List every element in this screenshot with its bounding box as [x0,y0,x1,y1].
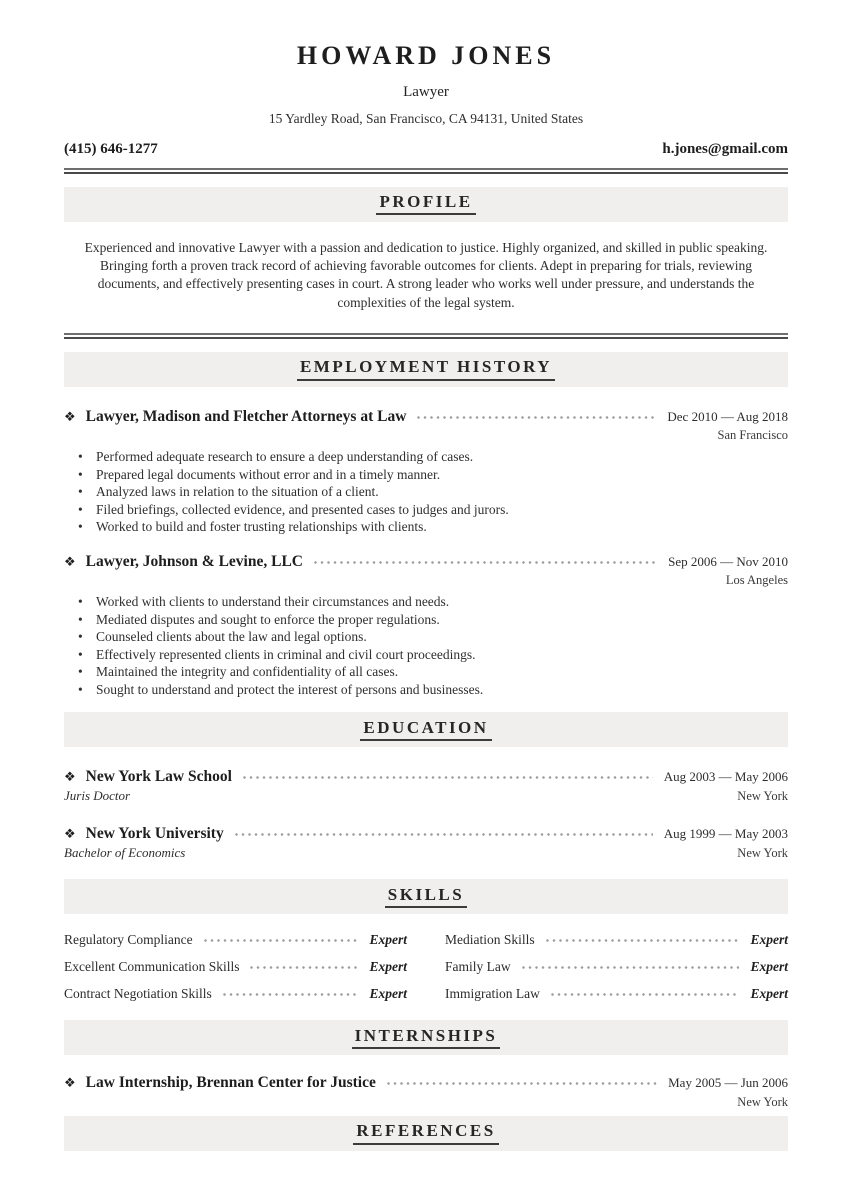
school-entry [64,824,788,861]
skill-level: Expert [369,959,407,975]
internship-title-row [64,1073,788,1093]
school-name: New York University [85,825,224,843]
skill-level: Expert [750,986,788,1002]
skill-name: Immigration Law [445,986,540,1002]
bullet-item [78,518,788,536]
bullet-item [78,501,788,519]
bullet-icon: • [78,519,83,535]
section-header-profile [64,187,788,222]
skills-grid [64,931,788,1003]
job-dates: Dec 2010 — Aug 2018 [667,409,788,425]
dotted-leader [204,939,359,942]
bullet-text: Mediated disputes and sought to enforce the proper regulations. [96,611,440,627]
section-header-employment [64,352,788,387]
bullet-icon: • [78,664,83,680]
internship-title: Law Internship, Brennan Center for Justice [85,1074,376,1092]
school-dates: Aug 2003 — May 2006 [663,769,788,785]
dotted-leader [235,833,653,836]
section-title: EMPLOYMENT HISTORY [297,358,555,381]
job-sub-row [64,427,788,443]
dotted-leader [522,966,740,969]
dotted-leader [546,939,740,942]
skill-name: Regulatory Compliance [64,932,193,948]
bullet-item [78,681,788,699]
bullet-text: Prepared legal documents without error and in a timely manner. [96,466,441,482]
job-dates: Sep 2006 — Nov 2010 [668,553,788,569]
dotted-leader [387,1082,657,1085]
email-address: h.jones@gmail.com [662,140,788,157]
bullet-text: Effectively represented clients in criminal and civil court proceedings. [96,646,476,662]
section-header-education [64,712,788,747]
entry-marker-icon: ❖ [64,553,76,569]
bullet-item [78,628,788,646]
bullet-text: Analyzed laws in relation to the situation of a client. [96,484,379,500]
section-header-references [64,1116,788,1151]
bullet-item [78,483,788,501]
school-name: New York Law School [85,768,232,786]
entry-marker-icon: ❖ [64,1075,76,1091]
dotted-leader [417,416,656,419]
school-dates: Aug 1999 — May 2003 [663,826,788,842]
bullet-icon: • [78,611,83,627]
dotted-leader [314,561,657,564]
job-sub-row [64,572,788,588]
bullet-text: Worked to build and foster trusting relationships with clients. [96,519,427,535]
dotted-leader [223,993,359,996]
bullet-text: Counseled clients about the law and legal options. [96,629,367,645]
section-header-internships [64,1020,788,1055]
bullet-list [64,448,788,536]
skill-name: Family Law [445,959,511,975]
job-title: Lawyer, Johnson & Levine, LLC [85,552,303,570]
dotted-leader [551,993,740,996]
school-title-row [64,824,788,844]
section-title: INTERNSHIPS [352,1027,501,1050]
section-title: PROFILE [376,193,475,216]
school-sub-row [64,788,788,805]
job-title: Lawyer, Madison and Fletcher Attorneys at Law [85,408,407,426]
bullet-icon: • [78,484,83,500]
candidate-role: Lawyer [403,83,449,100]
bullet-item [78,611,788,629]
bullet-icon: • [78,466,83,482]
bullet-text: Filed briefings, collected evidence, and presented cases to judges and jurors. [96,501,509,517]
bullet-icon: • [78,449,83,465]
internship-entry [64,1073,788,1109]
skill-level: Expert [750,959,788,975]
degree: Bachelor of Economics [64,844,186,860]
double-divider [64,333,788,339]
section-title: REFERENCES [353,1122,498,1145]
bullet-item [78,593,788,611]
skill-row [64,985,407,1003]
bullet-text: Performed adequate research to ensure a deep understanding of cases. [96,449,474,465]
bullet-text: Worked with clients to understand their circumstances and needs. [96,594,450,610]
bullet-icon: • [78,629,83,645]
skill-level: Expert [750,932,788,948]
double-divider [64,168,788,174]
school-entry [64,767,788,804]
skill-level: Expert [369,986,407,1002]
phone-number: (415) 646-1277 [64,140,158,157]
dotted-leader [250,966,358,969]
bullet-icon: • [78,501,83,517]
resume-header [64,42,788,174]
profile-summary: Experienced and innovative Lawyer with a passion and dedication to justice. Highly organized, and skilled in public speaking. Bringing forth a proven track record of achieving favorable outcomes for clients. Adept in preparing for trials, reviewing documents, and effectively presenting cases in court. A strong leader who works well under pressure, and understands the complexities of the legal system. [84,239,768,310]
school-location: New York [737,845,788,860]
job-title-row [64,552,788,572]
skill-row [445,958,788,976]
school-title-row [64,767,788,787]
internship-sub-row [64,1094,788,1110]
section-header-skills [64,879,788,914]
skill-row [64,931,407,949]
bullet-item [78,466,788,484]
skill-level: Expert [369,932,407,948]
bullet-list [64,593,788,698]
skill-row [64,958,407,976]
bullet-item [78,448,788,466]
bullet-text: Maintained the integrity and confidentiality of all cases. [96,664,399,680]
skill-name: Mediation Skills [445,932,535,948]
skill-name: Contract Negotiation Skills [64,986,212,1002]
candidate-address: 15 Yardley Road, San Francisco, CA 94131, United States [268,111,584,127]
job-location: San Francisco [717,428,788,443]
contact-row [64,140,788,159]
entry-marker-icon: ❖ [64,826,76,842]
school-sub-row [64,845,788,862]
candidate-name: HOWARD JONES [296,41,556,70]
job-entry [64,552,788,698]
school-location: New York [737,788,788,803]
section-title: EDUCATION [360,719,491,742]
skill-row [445,985,788,1003]
dotted-leader [243,776,653,779]
bullet-item [78,663,788,681]
section-title: SKILLS [385,886,467,909]
internship-location: New York [737,1094,788,1109]
entry-marker-icon: ❖ [64,769,76,785]
bullet-icon: • [78,646,83,662]
bullet-icon: • [78,681,83,697]
bullet-text: Sought to understand and protect the interest of persons and businesses. [96,681,484,697]
degree: Juris Doctor [64,787,131,803]
skill-name: Excellent Communication Skills [64,959,240,975]
internship-dates: May 2005 — Jun 2006 [668,1075,788,1091]
bullet-item [78,646,788,664]
skill-row [445,931,788,949]
job-entry [64,407,788,536]
bullet-icon: • [78,594,83,610]
entry-marker-icon: ❖ [64,409,76,425]
job-location: Los Angeles [725,573,788,588]
job-title-row [64,407,788,427]
